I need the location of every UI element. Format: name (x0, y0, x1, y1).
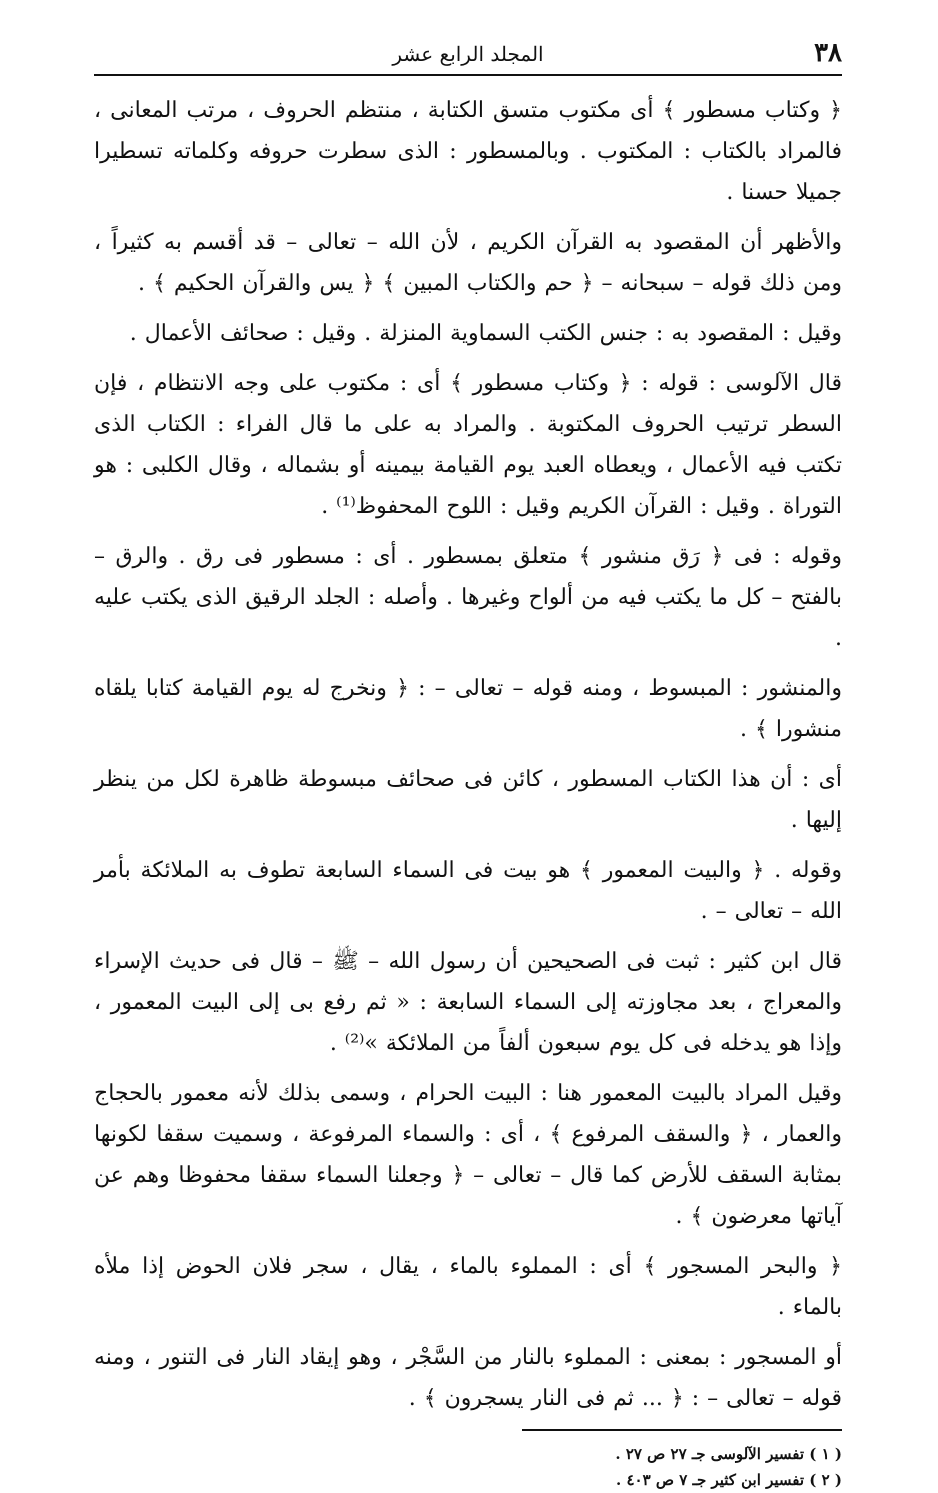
paragraph: ﴿ والبحر المسجور ﴾ أى : المملوء بالماء ، يقال ، سجر فلان الحوض إذا ملأه بالماء . (94, 1254, 842, 1320)
page-body (94, 90, 842, 1419)
book-page (94, 30, 842, 1493)
paragraph: ﴿ وكتاب مسطور ﴾ أى مكتوب متسق الكتابة ، منتظم الحروف ، مرتب المعانى ، فالمراد بالكتاب : المكتوب . وبالمسطور : الذى سطرت حروفه وكلماته تسطيرا جميلا حسنا . (94, 98, 842, 205)
paragraph: وقيل : المقصود به : جنس الكتب السماوية المنزلة . وقيل : صحائف الأعمال . (129, 321, 842, 346)
paragraph: وقوله : فى ﴿ رَق منشور ﴾ متعلق بمسطور . أى : مسطور فى رق . والرق – بالفتح – كل ما يكتب فيه من ألواح وغيرها . وأصله : الجلد الرقيق الذى يكتب عليه . (94, 544, 842, 651)
footnotes (522, 1429, 842, 1493)
paragraph: قال ابن كثير : ثبت فى الصحيحين أن رسول الله – ﷺ – قال فى حديث الإسراء والمعراج ، بعد مجاوزته إلى السماء السابعة : « ثم رفع بى إلى البيت المعمور ، وإذا هو يدخله فى كل يوم سبعون ألفاً من الملائكة »⁽²⁾ . (94, 949, 842, 1056)
paragraph: والأظهر أن المقصود به القرآن الكريم ، لأن الله – تعالى – قد أقسم به كثيراً ، ومن ذلك قوله – سبحانه – ﴿ حم والكتاب المبين ﴾ ﴿ يس والقرآن الحكيم ﴾ . (94, 230, 842, 296)
page-number: ٣٨ (814, 38, 842, 68)
footnote: ( ٢ ) تفسير ابن كثير جـ ٧ ص ٤٠٣ . (616, 1471, 842, 1489)
paragraph: أى : أن هذا الكتاب المسطور ، كائن فى صحائف مبسوطة ظاهرة لكل من ينظر إليها . (94, 767, 842, 833)
paragraph: والمنشور : المبسوط ، ومنه قوله – تعالى – : ﴿ ونخرج له يوم القيامة كتابا يلقاه منشورا ﴾ . (94, 676, 842, 742)
paragraph: وقيل المراد بالبيت المعمور هنا : البيت الحرام ، وسمى بذلك لأنه معمور بالحجاج والعمار ، ﴿ والسقف المرفوع ﴾ ، أى : والسماء المرفوعة ، وسميت سقفا لكونها بمثابة السقف للأرض كما قال – تعالى – ﴿ وجعلنا السماء سقفا محفوظا وهم عن آياتها معرضون ﴾ . (94, 1081, 842, 1229)
footnote: ( ١ ) تفسير الآلوسى جـ ٢٧ ص ٢٧ . (615, 1445, 842, 1463)
paragraph: وقوله . ﴿ والبيت المعمور ﴾ هو بيت فى السماء السابعة تطوف به الملائكة بأمر الله – تعالى – . (94, 858, 842, 924)
running-title: المجلد الرابع عشر (392, 42, 544, 66)
page-header (94, 30, 842, 76)
paragraph: قال الآلوسى : قوله : ﴿ وكتاب مسطور ﴾ أى : مكتوب على وجه الانتظام ، فإن السطر ترتيب الحروف المكتوبة . والمراد به على ما قال الفراء : الكتاب الذى تكتب فيه الأعمال ، ويعطاه العبد يوم القيامة بيمينه أو بشماله ، وقال الكلبى : هو التوراة . وقيل : القرآن الكريم وقيل : اللوح المحفوظ⁽¹⁾ . (94, 371, 842, 519)
paragraph: أو المسجور : بمعنى : المملوء بالنار من السَّجْر ، وهو إيقاد النار فى التنور ، ومنه قوله – تعالى – : ﴿ ... ثم فى النار يسجرون ﴾ . (94, 1345, 842, 1411)
